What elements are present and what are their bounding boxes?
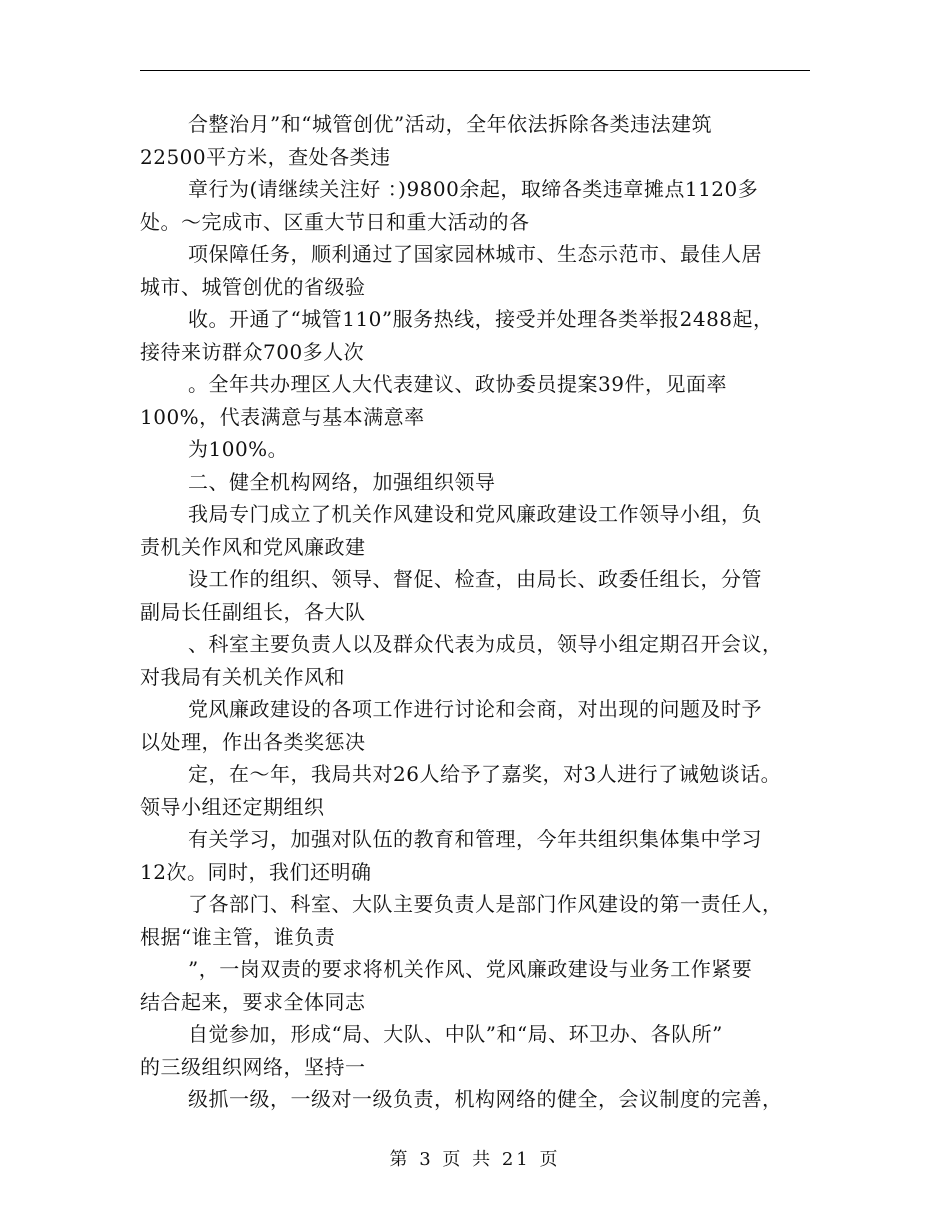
text-line: 党风廉政建设的各项工作进行讨论和会商，对出现的问题及时予 (188, 697, 762, 721)
text-line: 。全年共办理区人大代表建议、政协委员提案39件，见面率 (188, 372, 727, 396)
text-line: 12次。同时，我们还明确 (140, 859, 372, 884)
text-line: 根据“谁主管，谁负责 (140, 924, 336, 949)
text-line: 设工作的组织、领导、督促、检查，由局长、政委任组长，分管 (188, 567, 762, 591)
text-line: 以处理，作出各类奖惩决 (140, 729, 366, 754)
text-line: 项保障任务，顺利通过了国家园林城市、生态示范市、最佳人居 (188, 242, 762, 266)
text-line: 副局长任副组长，各大队 (140, 599, 366, 624)
text-line: 有关学习，加强对队伍的教育和管理，今年共组织集体集中学习 (188, 827, 762, 851)
text-line: 22500平方米，查处各类违 (140, 144, 391, 169)
text-line: 、科室主要负责人以及群众代表为成员，领导小组定期召开会议， (188, 632, 783, 656)
document-body (140, 108, 830, 1116)
text-line: 我局专门成立了机关作风建设和党风廉政建设工作领导小组，负 (188, 502, 762, 526)
text-line: 对我局有关机关作风和 (140, 664, 345, 689)
text-line: 城市、城管创优的省级验 (140, 274, 366, 299)
text-line: 责机关作风和党风廉政建 (140, 534, 366, 559)
text-line: 定，在～年，我局共对26人给予了嘉奖，对3人进行了诫勉谈话。 (188, 762, 782, 786)
text-line: 的三级组织网络，坚持一 (140, 1054, 366, 1079)
text-line: 级抓一级，一级对一级负责，机构网络的健全，会议制度的完善， (188, 1087, 783, 1111)
text-line: 自觉参加，形成“局、大队、中队”和“局、环卫办、各队所” (188, 1022, 723, 1046)
text-line: ”，一岗双责的要求将机关作风、党风廉政建设与业务工作紧要 (188, 957, 753, 981)
text-line: 收。开通了“城管110”服务热线，接受并处理各类举报2488起， (188, 307, 774, 331)
text-line: 二、健全机构网络，加强组织领导 (188, 469, 496, 494)
text-line: 接待来访群众700多人次 (140, 339, 365, 364)
text-line: 章行为(请继续关注好 ：)9800余起，取缔各类违章摊点1120多 (188, 177, 759, 201)
page-number: 第 3 页 共 21 页 (389, 1149, 561, 1170)
text-line: 领导小组还定期组织 (140, 794, 325, 819)
text-line: 处。～完成市、区重大节日和重大活动的各 (140, 209, 530, 234)
header-rule (140, 70, 810, 71)
text-line: 合整治月”和“城管创优”活动，全年依法拆除各类违法建筑 (188, 112, 713, 136)
text-line: 100%，代表满意与基本满意率 (140, 404, 425, 429)
text-line: 了各部门、科室、大队主要负责人是部门作风建设的第一责任人， (188, 892, 783, 916)
text-line: 为100%。 (188, 437, 289, 461)
text-line: 结合起来，要求全体同志 (140, 989, 366, 1014)
